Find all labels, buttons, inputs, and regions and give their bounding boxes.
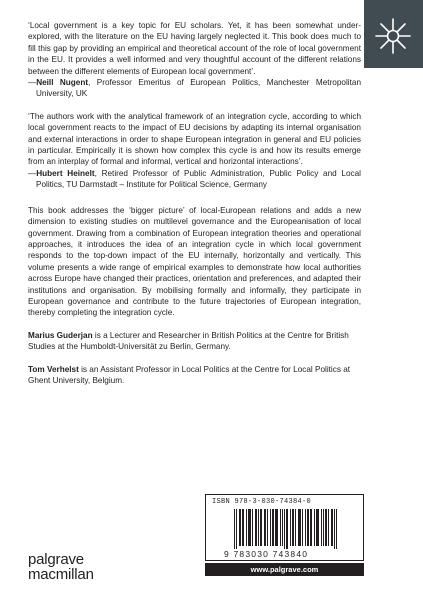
endorsement-quote-2 (28, 111, 361, 191)
bio-text: is a Lecturer and Researcher in British Politics at the Centre for British Studies at the Humboldt-Universität zu Berlin, Germany. (28, 330, 349, 352)
isbn-label: ISBN 978-3-030-74384-0 (212, 498, 312, 506)
palgrave-logo-box (364, 0, 423, 68)
book-description: This book addresses the ‘bigger picture’ of local-European relations and adds a new dimension to existing studies on multilevel governance and the Europeanisation of local government. Drawing from a combination of European integration theories and operational approaches, it introduces the idea of an integration cycle in which local government responds to the top-down impact of the EU internally, horizontally and vertically. This volume presents a wide range of empirical examples to demonstrate how local authorities across Europe have changed their practices, orientation and preferences, and adapted their institutions and organisation. By mobilising formally and informally, they participate in European governance and contribute to the future trajectories of European integration, thereby completing the integration cycle. (28, 205, 361, 318)
endorsement-quote-1 (28, 20, 361, 100)
quote-text: ‘The authors work with the analytical framework of an integration cycle, according to which local government reacts to the impact of EU decisions by adapting its internal organisation and external interactions in order to shape European integration in general and EU policies in particular. Empirically it is shown how complex this cycle is and how its results emerge from an interplay of formal and informal, vertical and horizontal interactions’. (28, 111, 361, 167)
bio-name: Marius Guderjan (28, 330, 93, 340)
quote-author: Hubert Heinelt (36, 168, 95, 178)
quote-text: ‘Local government is a key topic for EU scholars. Yet, it has been somewhat under-explored, with the literature on the EU having largely neglected it. This book does much to fill this gap by providing an empirical and theoretical account of the role of local government in the EU. It provides a well informed and very thoughtful account of the different relations between the different elements of European local government’. (28, 21, 361, 76)
bio-text: is an Assistant Professor in Local Politics at the Centre for Local Politics at Ghent University, Belgium. (28, 364, 351, 385)
publisher-url[interactable]: www.palgrave.com (205, 563, 364, 576)
quote-author: Neill Nugent (36, 78, 89, 88)
quote-affiliation: , Retired Professor of Public Administration, Public Policy and Local Politics, TU Darmstadt – Institute for Political Science, Germany (36, 168, 361, 190)
isbn-barcode-box (205, 494, 364, 561)
publisher-name-line1: palgrave (28, 551, 84, 568)
quote-affiliation: , Professor Emeritus of European Politics, Manchester Metropolitan University, UK (36, 78, 361, 99)
barcode-number: 9 783030 743840 (224, 549, 309, 559)
cover-text (28, 20, 361, 386)
quote-attribution: —Hubert Heinelt, Retired Professor of Public Administration, Public Policy and Local Politics, TU Darmstadt – Institute for Political Science, Germany (28, 168, 361, 190)
palgrave-star-logo-icon (374, 17, 412, 55)
author-bio-2 (28, 364, 361, 387)
author-bio-1 (28, 330, 361, 353)
bio-name: Tom Verhelst (28, 364, 79, 374)
publisher-name-line2: macmillan (28, 566, 94, 583)
publisher-logo (28, 552, 94, 582)
barcode-icon (234, 509, 338, 549)
quote-attribution: —Neill Nugent, Professor Emeritus of European Politics, Manchester Metropolitan University, UK (28, 78, 361, 99)
